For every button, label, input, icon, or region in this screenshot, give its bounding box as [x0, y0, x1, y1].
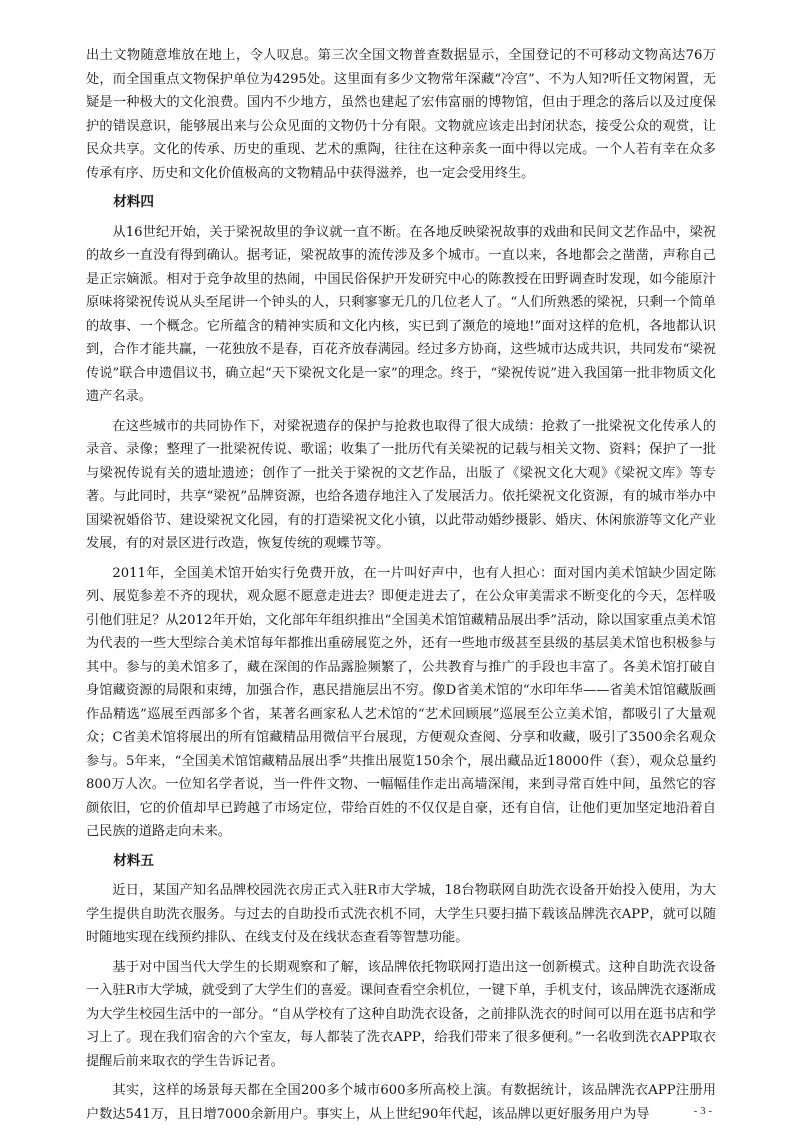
paragraph-liangzhu-protection: 在这些城市的共同协作下，对梁祝遗存的保护与抢救也取得了很大成绩：抢救了一批梁祝文化传承人的录音、录像；整理了一批梁祝传说、歌谣；收集了一批历代有关梁祝的记载与相关文物、资料；保护了一批与梁祝传说有关的遗址遗迹；创作了一批关于梁祝的文艺作品，出版了《梁祝文化大观》《梁祝文库》等专著。与此同时，共享“梁祝”品牌资源，也给各遗存地注入了发展活力。依托梁祝文化资源，有的城市举办中国梁祝婚俗节、建设梁祝文化园，有的打造梁祝文化小镇，以此带动婚纱摄影、婚庆、休闲旅游等文化产业发展，有的对景区进行改造，恢复传统的观蝶节等。: [86, 418, 716, 551]
page-number: - 3 -: [693, 1105, 712, 1117]
section-heading-material-4: 材料四: [113, 194, 154, 210]
paragraph-continued: 出土文物随意堆放在地上，令人叹息。第三次全国文物普查数据显示，全国登记的不可移动文物高达76万处，而全国重点文物保护单位为4295处。这里面有多少文物常年深藏“冷宫”、不为人知?听任文物闲置，无疑是一种极大的文化浪费。国内不少地方，虽然也建起了宏伟富丽的博物馆，但由于理念的落后以及过度保护的错误意识，能够展出来与公众见面的文物仍十分有限。文物就应该走出封闭状态，接受公众的观赏，让民众共享。文化的传承、历史的重现、艺术的熏陶，往往在这种亲炙一面中得以完成。一个人若有幸在众多传承有序、历史和文化价值极高的文物精品中获得滋养，也一定会受用终生。: [86, 48, 716, 181]
section-heading-material-5: 材料五: [113, 852, 154, 869]
paragraph-liangzhu-dispute: 从16世纪开始，关于梁祝故里的争议就一直不断。在各地反映梁祝故事的戏曲和民间文艺作品中，梁祝的故乡一直没有得到确认。据考证，梁祝故事的流传涉及多个城市。一直以来，各地都会之凿凿，声称自己是正宗嫡派。相对于竞争故里的热闹，中国民俗保护开发研究中心的陈教授在田野调查时发现，如今能原汁原味将梁祝传说从头至尾讲一个钟头的人，只剩寥寥无几的几位老人了。“人们所熟悉的梁祝，只剩一个简单的故事、一个概念。它所蕴含的精神实质和文化内核，实已到了濒危的境地!”面对这样的危机，各地都认识到，合作才能共赢，一花独放不是春，百花齐放春满园。经过多方协商，这些城市达成共识，共同发布“梁祝传说”联合申遗倡议书，确立起“天下梁祝文化是一家”的理念。终于，“梁祝传说”进入我国第一批非物质文化遗产名录。: [86, 224, 716, 404]
paragraph-laundry-students: 基于对中国当代大学生的长期观察和了解，该品牌依托物联网打造出这一创新模式。这种自助洗衣设备一入驻R市大学城，就受到了大学生们的喜爱。课间查看空余机位，一键下单，手机支付，该品牌洗衣逐渐成为大学生校园生活中的一部分。“自从学校有了这种自助洗衣设备，之前排队洗衣的时间可以用在逛书店和学习上了。现在我们宿舍的六个室友，每人都装了洗衣APP，给我们带来了很多便利。”一名收到洗衣APP取衣提醒后前来取衣的学生告诉记者。: [86, 959, 716, 1069]
paragraph-laundry-stats: 其实，这样的场景每天都在全国200多个城市600多所高校上演。有数据统计，该品牌洗衣APP注册用户数达541万，且日增7000余新用户。事实上，从上世纪90年代起，该品牌以更好服务用户为导: [86, 1083, 716, 1122]
document-body: [86, 44, 716, 1132]
paragraph-laundry-intro: 近日，某国产知名品牌校园洗衣房正式入驻R市大学城，18台物联网自助洗衣设备开始投入使用，为大学生提供自助洗衣服务。与过去的自助投币式洗衣机不同，大学生只要扫描下载该品牌洗衣APP，就可以随时随地实现在线预约排队、在线支付及在线状态查看等智慧功能。: [86, 883, 716, 945]
paragraph-art-museums: 2011年，全国美术馆开始实行免费开放，在一片叫好声中，也有人担心：面对国内美术馆缺少固定陈列、展览参差不齐的现状，观众愿不愿意走进去？即便走进去了，在公众审美需求不断变化的今天，怎样吸引他们驻足？从2012年开始，文化部年年组织推出“全国美术馆馆藏精品展出季”活动，除以国家重点美术馆为代表的一些大型综合美术馆每年都推出重磅展览之外，还有一些地市级甚至县级的基层美术馆也积极参与其中。参与的美术馆多了，藏在深闺的作品露脸频繁了，公共教育与推广的手段也丰富了。各美术馆打破自身馆藏资源的局限和束缚，加强合作，惠民措施层出不穷。像D省美术馆的“水印年华——省美术馆馆藏版画作品精选”巡展至西部多个省，某著名画家私人艺术馆的“艺术回顾展”巡展至公立美术馆，都吸引了大量观众；C省美术馆将展出的所有馆藏精品用微信平台展现，方便观众查阅、分享和收藏，吸引了3500余名观众参与。5年来，“全国美术馆馆藏精品展出季”共推出展览150余个，展出藏品近18000件（套），观众总量约800万人次。一位知名学者说，当一件件文物、一幅幅佳作走出高墙深闱，来到寻常百姓中间，虽然它的容颜依旧，它的价值却早已跨越了市场定位，带给百姓的不仅仅是自豪，还有自信，让他们更加坚定地沿着自己民族的道路走向未来。: [86, 565, 716, 839]
